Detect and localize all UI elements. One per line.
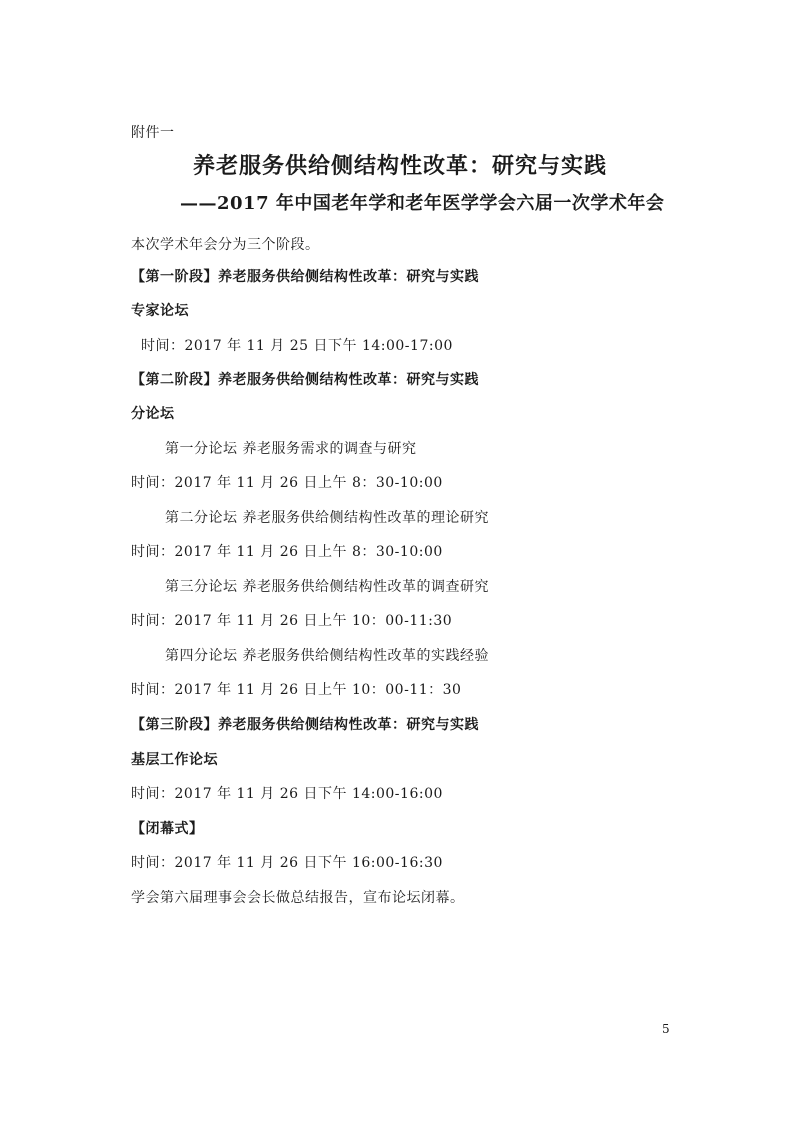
- subforum-3-title: 第三分论坛 养老服务供给侧结构性改革的调查研究: [165, 579, 489, 595]
- stage3-forum: 基层工作论坛: [131, 752, 218, 768]
- subforum-2-time: 时间：2017 年 11 月 26 日上午 8：30-10:00: [131, 544, 443, 560]
- document-subtitle: ——2017 年中国老年学和老年医学学会六届一次学术年会: [180, 193, 665, 214]
- closing-description: 学会第六届理事会会长做总结报告，宣布论坛闭幕。: [131, 890, 465, 906]
- stage3-time: 时间：2017 年 11 月 26 日下午 14:00-16:00: [131, 786, 443, 802]
- closing-time: 时间：2017 年 11 月 26 日下午 16:00-16:30: [131, 855, 443, 871]
- stage1-heading: 【第一阶段】养老服务供给侧结构性改革：研究与实践: [131, 269, 479, 285]
- subforum-1-title: 第一分论坛 养老服务需求的调查与研究: [165, 441, 417, 457]
- closing-heading: 【闭幕式】: [131, 821, 204, 837]
- subforum-2-title: 第二分论坛 养老服务供给侧结构性改革的理论研究: [165, 510, 489, 526]
- stage1-time: 时间：2017 年 11 月 25 日下午 14:00-17:00: [141, 338, 453, 354]
- page-number: 5: [662, 1022, 671, 1036]
- stage1-forum: 专家论坛: [131, 303, 189, 319]
- subforum-1-time: 时间：2017 年 11 月 26 日上午 8：30-10:00: [131, 475, 443, 491]
- document-title: 养老服务供给侧结构性改革：研究与实践: [192, 153, 607, 179]
- intro-text: 本次学术年会分为三个阶段。: [131, 237, 320, 253]
- subforum-4-title: 第四分论坛 养老服务供给侧结构性改革的实践经验: [165, 648, 489, 664]
- stage2-heading: 【第二阶段】养老服务供给侧结构性改革：研究与实践: [131, 372, 479, 388]
- attachment-label: 附件一: [131, 125, 175, 141]
- stage3-heading: 【第三阶段】养老服务供给侧结构性改革：研究与实践: [131, 717, 479, 733]
- subforum-3-time: 时间：2017 年 11 月 26 日上午 10：00-11:30: [131, 613, 453, 629]
- stage2-forum: 分论坛: [131, 406, 175, 422]
- subforum-4-time: 时间：2017 年 11 月 26 日上午 10：00-11：30: [131, 682, 462, 698]
